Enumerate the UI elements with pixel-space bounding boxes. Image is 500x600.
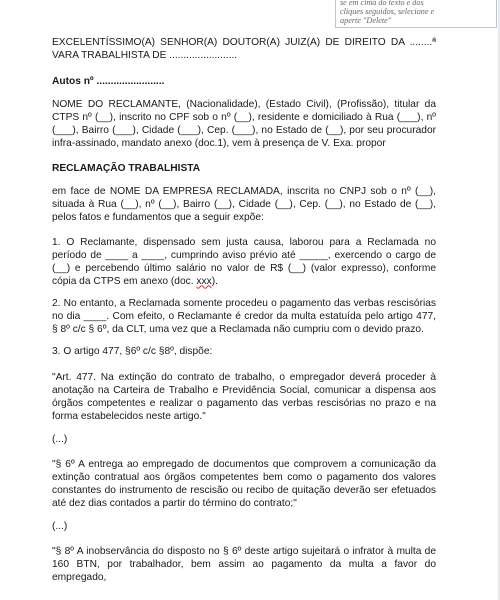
ellipsis: (...) bbox=[52, 434, 68, 445]
comment-line: aperte "Delete" bbox=[340, 16, 392, 25]
comment-line: cliques seguidos, selecione e bbox=[340, 7, 435, 16]
case-number: Autos nº ........................ bbox=[52, 76, 165, 87]
plaintiff-qualification: NOME DO RECLAMANTE, (Nacionalidade), (Estado Civil), (Profissão), titular da CTPS nº (__), inscrito no CPF sob o nº (__), residente e domiciliado à Rua (___), nº (___), Bairro (___), Cidade (___), Cep. (___), no Estado de (__), por seu procurador infra-assinado, mandato anexo (doc.1), vem à presença de V. Exa. propor bbox=[52, 99, 436, 149]
item-1-text: 1. O Reclamante, dispensado sem justa causa, laborou para a Reclamada no período de ____ a ____, cumprindo aviso prévio até _____, exercendo o cargo de (__) e percebendo último salário no valor de R$ (__) (valor expresso), conforme cópia da CTPS em anexo (doc. bbox=[52, 237, 436, 287]
item-1 bbox=[52, 237, 436, 289]
item-3: 3. O artigo 477, §6º c/c §8º, dispõe: bbox=[52, 346, 213, 357]
item-2: 2. No entanto, a Reclamada somente procedeu o pagamento das verbas rescisórias no dia ____. Com efeito, o Reclamante é credor da multa estatuída pelo artigo 477, § 8º c/c § 6º, da CLT, uma vez que a Reclamada não cumpriu com o devido prazo. bbox=[52, 298, 436, 335]
spelling-flag: xxx bbox=[196, 275, 212, 287]
article-477-quote: "Art. 477. Na extinção do contrato de trabalho, o empregador deverá proceder à anotação na Carteira de Trabalho e Previdência Social, comunicar a dispensa aos órgãos competentes e realizar o pagamento das verbas rescisórias no prazo e na forma estabelecidos neste artigo." bbox=[52, 372, 436, 422]
item-1-end: ). bbox=[211, 275, 218, 287]
court-header: EXCELENTÍSSIMO(A) SENHOR(A) DOUTOR(A) JUIZ(A) DE DIREITO DA ........ª VARA TRABALHISTA DE ........................ bbox=[52, 37, 436, 61]
comment-line: se em cima do texto e dos bbox=[340, 0, 424, 7]
paragraph-6-quote: "§ 6º A entrega ao empregado de documentos que comprovem a comunicação da extinção contratual aos órgãos competentes bem como o pagamento dos valores constantes do instrumento de rescisão ou recibo de quitação deverão ser efetuados até dez dias contados a partir do término do contrato;" bbox=[52, 459, 436, 509]
petition-title: RECLAMAÇÃO TRABALHISTA bbox=[52, 163, 201, 174]
ellipsis: (...) bbox=[52, 521, 68, 532]
paragraph-8-quote: "§ 8º A inobservância do disposto no § 6º deste artigo sujeitará o infrator à multa de 160 BTN, por trabalhador, bem assim ao pagamento da multa a favor do empregado, bbox=[52, 546, 436, 583]
defendant-qualification: em face de NOME DA EMPRESA RECLAMADA, inscrita no CNPJ sob o nº (__), situada à Rua (__), nº (__), Bairro (__), Cidade (__), Cep. (__), no Estado de (__), pelos fatos e fundamentos que a seguir expõe: bbox=[52, 186, 436, 223]
